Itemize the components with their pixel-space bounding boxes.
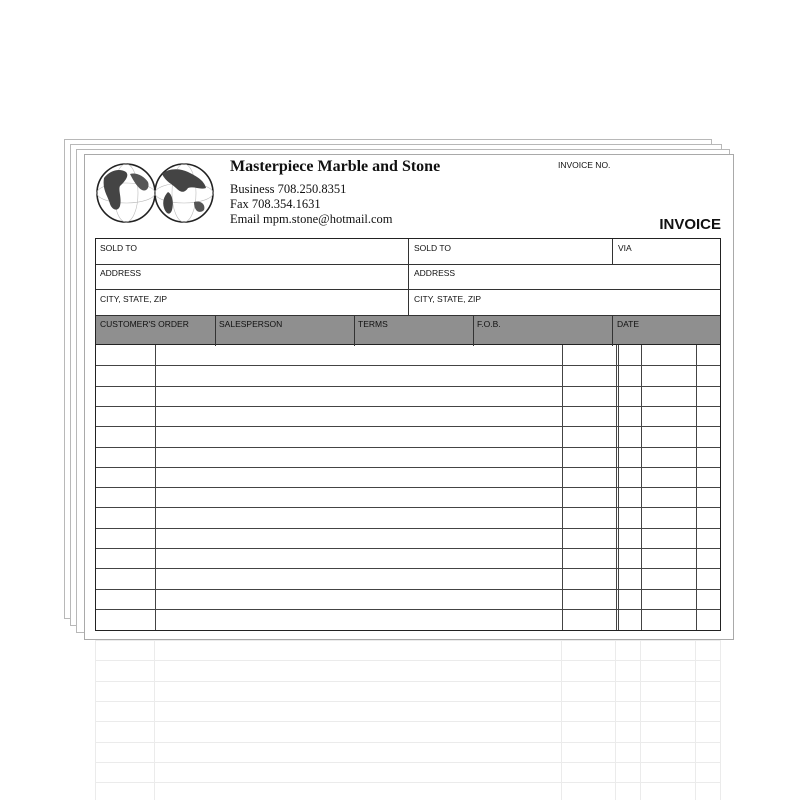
customers-order-header: CUSTOMER'S ORDER <box>100 319 189 329</box>
reflection-row <box>95 762 721 763</box>
divider <box>612 239 613 264</box>
table-row-divider <box>96 447 720 448</box>
divider <box>96 315 720 316</box>
reflection-column <box>640 640 641 800</box>
city-state-zip-field-right[interactable]: CITY, STATE, ZIP <box>414 294 482 304</box>
table-row-divider <box>96 589 720 590</box>
sheet-reflection <box>95 640 721 800</box>
divider <box>473 315 474 346</box>
reflection-row <box>95 640 721 641</box>
invoice-title: INVOICE <box>659 216 721 233</box>
date-header: DATE <box>617 319 640 329</box>
reflection-column <box>561 640 562 800</box>
table-column-divider <box>641 345 642 630</box>
line-items-table[interactable] <box>95 345 721 631</box>
email-address: Email mpm.stone@hotmail.com <box>230 212 393 226</box>
reflection-row <box>95 782 721 783</box>
reflection-column <box>695 640 696 800</box>
salesperson-header: SALESPERSON <box>219 319 283 329</box>
table-row-divider <box>96 507 720 508</box>
table-column-divider <box>155 345 156 630</box>
terms-header: TERMS <box>358 319 388 329</box>
world-map-globe-icon <box>96 160 214 226</box>
reflection-column <box>95 640 96 800</box>
fob-header: F.O.B. <box>477 319 501 329</box>
reflection-column <box>154 640 155 800</box>
city-state-zip-field[interactable]: CITY, STATE, ZIP <box>100 294 168 304</box>
business-phone: Business 708.250.8351 <box>230 182 347 196</box>
divider <box>612 315 613 346</box>
reflection-column <box>615 640 616 800</box>
sold-to-field[interactable]: SOLD TO <box>100 243 138 253</box>
table-row-divider <box>96 386 720 387</box>
reflection-row <box>95 660 721 661</box>
table-row-divider <box>96 426 720 427</box>
table-column-divider <box>618 345 619 630</box>
table-row-divider <box>96 609 720 610</box>
company-name: Masterpiece Marble and Stone <box>230 158 441 175</box>
reflection-row <box>95 742 721 743</box>
divider <box>408 239 409 315</box>
address-field-right[interactable]: ADDRESS <box>414 268 456 278</box>
via-field[interactable]: VIA <box>618 243 632 253</box>
reflection-column <box>720 640 721 800</box>
table-column-divider <box>696 345 697 630</box>
table-row-divider <box>96 406 720 407</box>
table-column-divider <box>616 345 617 630</box>
reflection-row <box>95 681 721 682</box>
fax-number: Fax 708.354.1631 <box>230 197 321 211</box>
table-row-divider <box>96 528 720 529</box>
sold-to-field-right[interactable]: SOLD TO <box>414 243 452 253</box>
table-column-divider <box>562 345 563 630</box>
reflection-row <box>95 701 721 702</box>
table-row-divider <box>96 487 720 488</box>
address-field[interactable]: ADDRESS <box>100 268 142 278</box>
table-row-divider <box>96 548 720 549</box>
table-row-divider <box>96 365 720 366</box>
customer-info-section <box>95 238 721 345</box>
divider <box>354 315 355 346</box>
divider <box>215 315 216 346</box>
reflection-row <box>95 721 721 722</box>
invoice-number-label: INVOICE NO. <box>558 160 611 170</box>
table-row-divider <box>96 568 720 569</box>
table-row-divider <box>96 467 720 468</box>
